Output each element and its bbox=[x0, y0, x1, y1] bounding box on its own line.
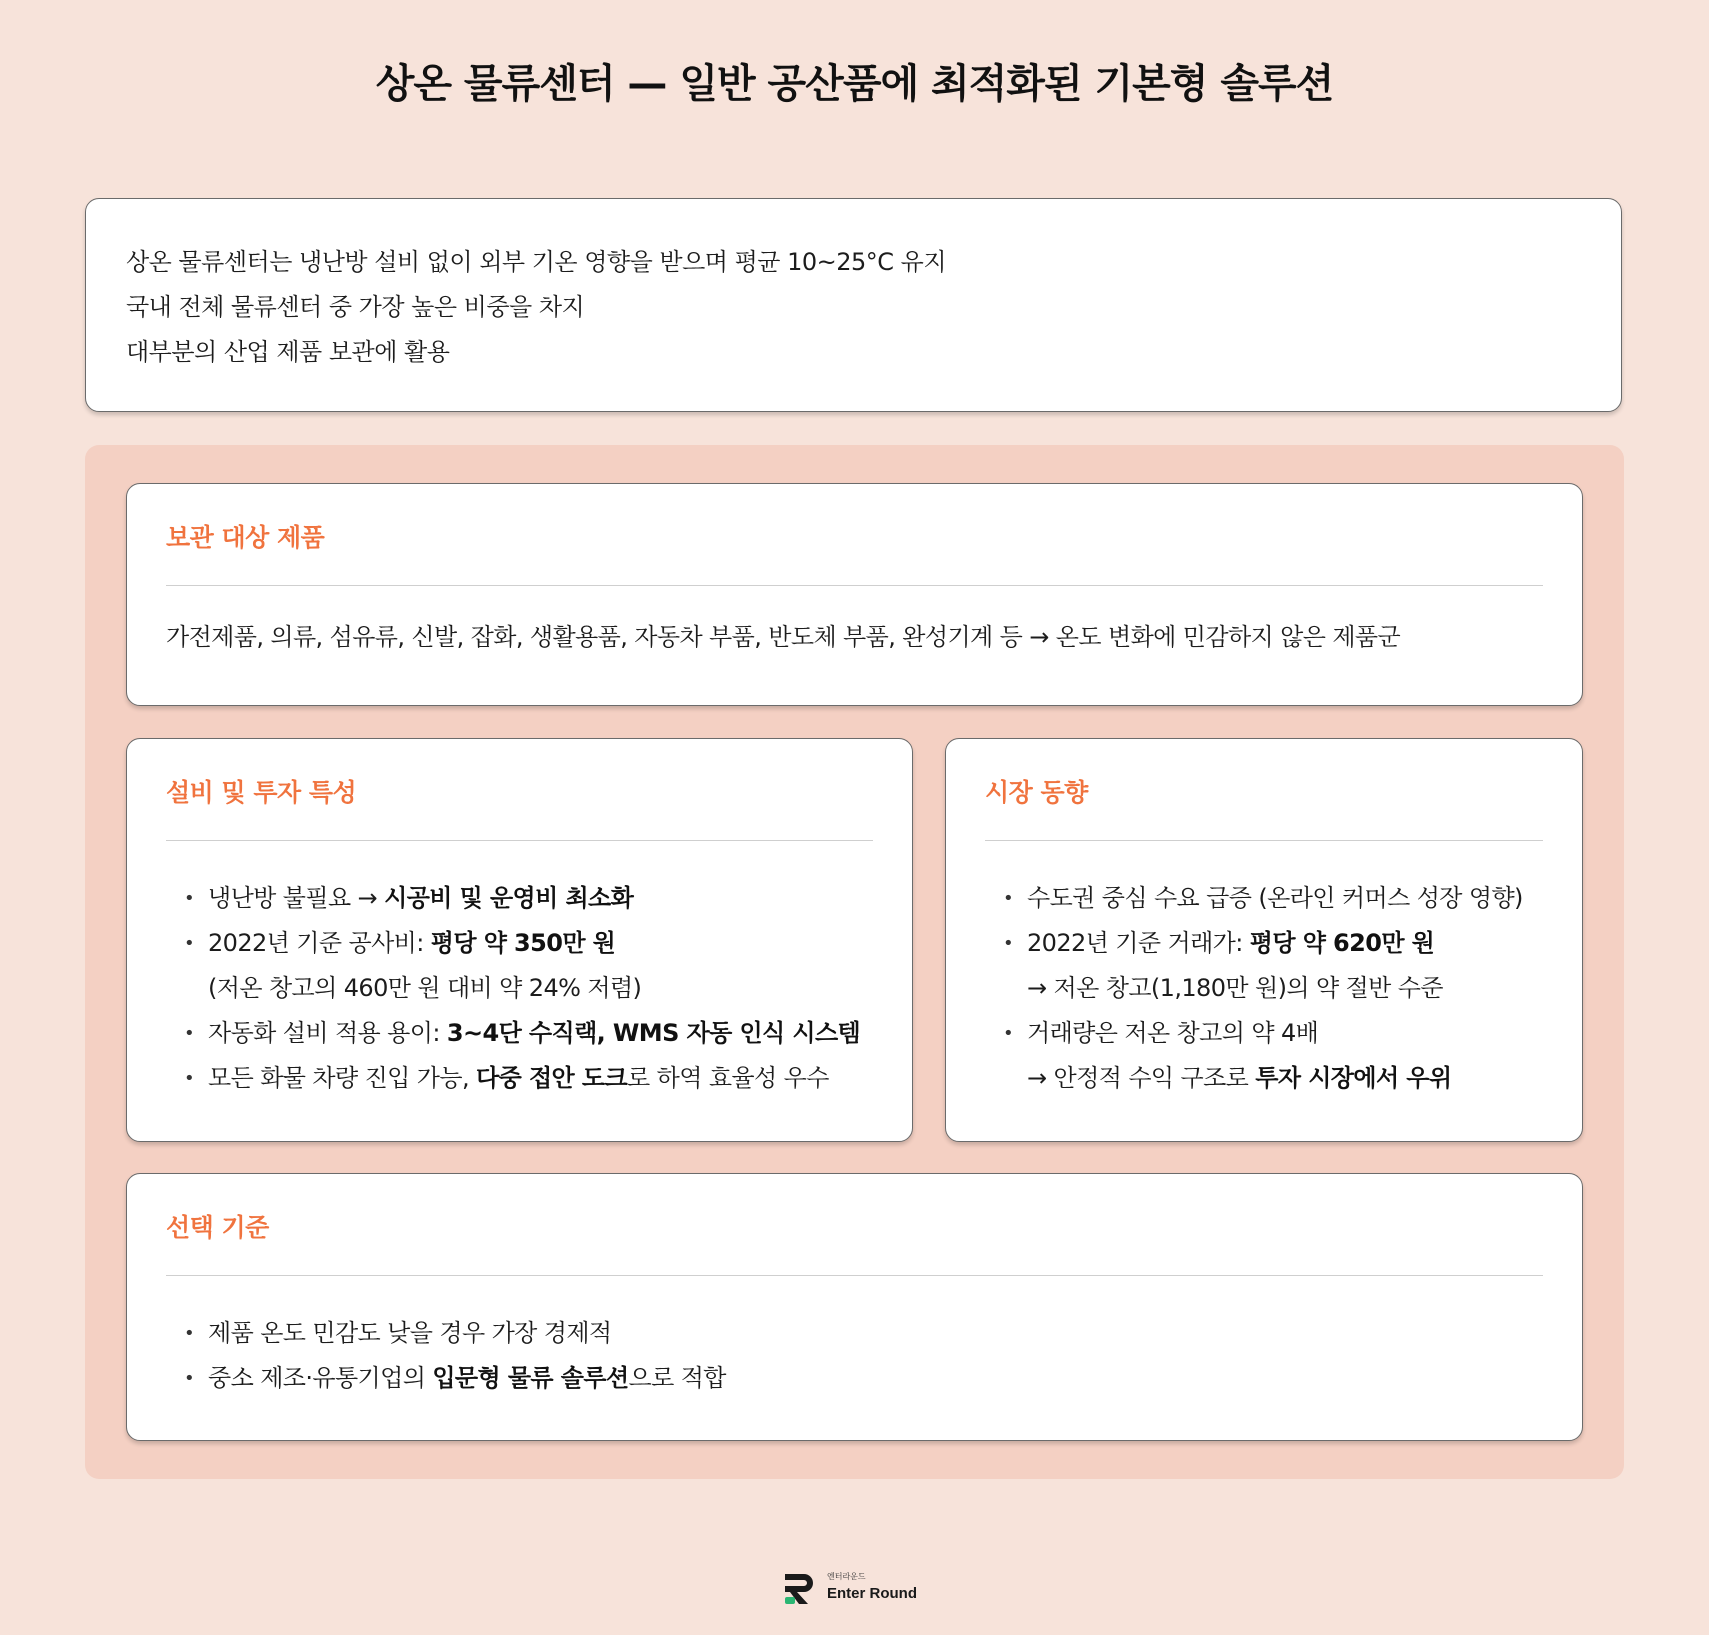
item-text: → 안정적 수익 구조로 bbox=[1027, 1064, 1256, 1092]
market-trend-card bbox=[945, 738, 1583, 1142]
card-title: 설비 및 투자 특성 bbox=[166, 778, 357, 807]
item-text: 2022년 기준 거래가: bbox=[1027, 929, 1250, 957]
logo-r-icon bbox=[783, 1572, 817, 1606]
investment-list bbox=[166, 841, 873, 1101]
logo-name: Enter Round bbox=[827, 1585, 917, 1602]
item-text: 중소 제조·유통기업의 bbox=[208, 1364, 433, 1392]
intro-line: 국내 전체 물류센터 중 가장 높은 비중을 차지 bbox=[126, 293, 585, 321]
item-bold: 평당 약 350만 원 bbox=[430, 929, 616, 957]
item-bold: 시공비 및 운영비 최소화 bbox=[384, 884, 634, 912]
card-title: 선택 기준 bbox=[166, 1213, 269, 1242]
list-item bbox=[166, 921, 873, 1011]
bullet-icon: • bbox=[184, 888, 195, 909]
investment-card bbox=[126, 738, 913, 1142]
item-subline bbox=[1027, 1056, 1543, 1101]
item-bold: 3~4단 수직랙, WMS 자동 인식 시스템 bbox=[446, 1019, 861, 1047]
item-bold: 평당 약 620만 원 bbox=[1249, 929, 1435, 957]
bullet-icon: • bbox=[184, 933, 195, 954]
item-bold: 투자 시장에서 우위 bbox=[1255, 1064, 1452, 1092]
card-title: 보관 대상 제품 bbox=[166, 523, 325, 552]
market-list bbox=[985, 841, 1543, 1101]
bullet-icon: • bbox=[1003, 888, 1014, 909]
page-title: 상온 물류센터 — 일반 공산품에 최적화된 기본형 솔루션 bbox=[375, 61, 1334, 107]
list-item bbox=[166, 1311, 1543, 1356]
item-text: 2022년 기준 공사비: bbox=[208, 929, 431, 957]
logo-korean-name: 엔터라운드 bbox=[827, 1572, 866, 1581]
item-text: 제품 온도 민감도 낮을 경우 가장 경제적 bbox=[208, 1319, 612, 1347]
item-text: 로 하역 효율성 우수 bbox=[627, 1064, 829, 1092]
list-item bbox=[166, 1356, 1543, 1401]
enter-round-logo bbox=[783, 1571, 933, 1607]
item-subline: (저온 창고의 460만 원 대비 약 24% 저렴) bbox=[208, 974, 642, 1002]
intro-card bbox=[85, 198, 1622, 412]
item-text: 모든 화물 차량 진입 가능, bbox=[208, 1064, 477, 1092]
bullet-icon: • bbox=[184, 1323, 195, 1344]
item-subline: → 저온 창고(1,180만 원)의 약 절반 수준 bbox=[1027, 974, 1443, 1002]
list-item bbox=[166, 1011, 873, 1056]
storage-products-card bbox=[126, 483, 1583, 706]
card-title: 시장 동향 bbox=[985, 778, 1088, 807]
list-item bbox=[985, 921, 1543, 1011]
item-text: 냉난방 불필요 → bbox=[208, 884, 385, 912]
bullet-icon: • bbox=[1003, 933, 1014, 954]
bullet-icon: • bbox=[184, 1368, 195, 1389]
intro-line: 상온 물류센터는 냉난방 설비 없이 외부 기온 영향을 받으며 평균 10~25°C 유지 bbox=[126, 248, 947, 276]
intro-line: 대부분의 산업 제품 보관에 활용 bbox=[126, 338, 450, 366]
bullet-icon: • bbox=[184, 1023, 195, 1044]
item-text: 으로 적합 bbox=[628, 1364, 726, 1392]
list-item bbox=[985, 1011, 1543, 1101]
item-text: 수도권 중심 수요 급증 (온라인 커머스 성장 영향) bbox=[1027, 884, 1523, 912]
selection-list bbox=[166, 1276, 1543, 1401]
item-bold: 다중 접안 도크 bbox=[476, 1064, 628, 1092]
item-text: 자동화 설비 적용 용이: bbox=[208, 1019, 447, 1047]
list-item bbox=[985, 876, 1543, 921]
item-text: 거래량은 저온 창고의 약 4배 bbox=[1027, 1019, 1319, 1047]
list-item bbox=[166, 876, 873, 921]
storage-products-text: 가전제품, 의류, 섬유류, 신발, 잡화, 생활용품, 자동차 부품, 반도체 부품, 완성기계 등 → 온도 변화에 민감하지 않은 제품군 bbox=[166, 623, 1401, 651]
selection-criteria-card bbox=[126, 1173, 1583, 1441]
bullet-icon: • bbox=[1003, 1023, 1014, 1044]
bullet-icon: • bbox=[184, 1068, 195, 1089]
item-bold: 입문형 물류 솔루션 bbox=[432, 1364, 629, 1392]
list-item bbox=[166, 1056, 873, 1101]
